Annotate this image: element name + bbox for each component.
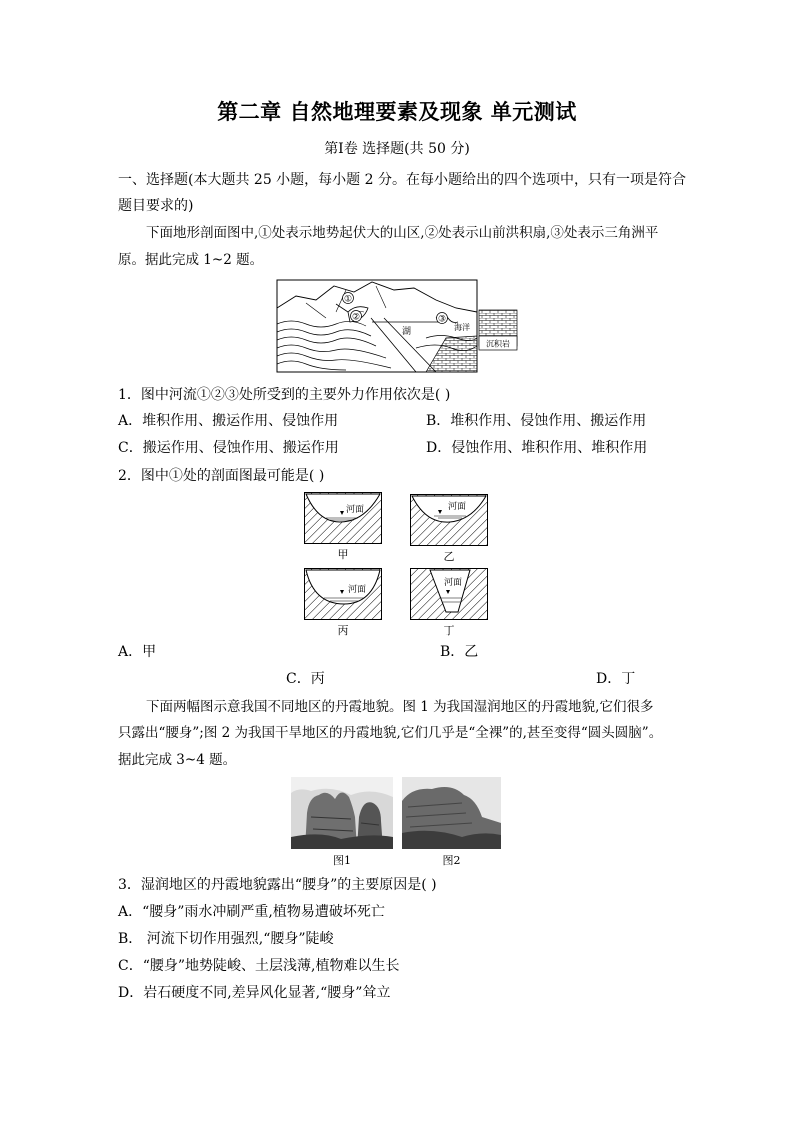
section-instruction-line2: 题目要求的) [118, 198, 194, 214]
caption-bing: 丙 [337, 624, 349, 637]
q1-option-a: A．堆积作用、搬运作用、侵蚀作用 [118, 413, 339, 429]
profile-jia [304, 492, 382, 544]
q2-stem: 2．图中①处的剖面图最可能是( ) [118, 468, 325, 484]
q1-option-b: B．堆积作用、侵蚀作用、搬运作用 [426, 413, 647, 429]
q2-option-a: A．甲 [118, 644, 157, 660]
marker-2: ② [351, 312, 361, 323]
q2-option-d: D．丁 [596, 671, 636, 687]
marker-1: ① [343, 294, 353, 305]
intro2-line2: 只露出“腰身”;图 2 为我国干旱地区的丹霞地貌,它们几乎是“全裸”的,甚至变得“圆头圆脑”。 [118, 725, 663, 741]
sea-label: 海洋 [454, 323, 470, 332]
caption-yi: 乙 [443, 550, 455, 563]
danxia-photo-1 [291, 777, 393, 849]
intro2-line3: 据此完成 3~4 题。 [118, 752, 237, 768]
q1-option-c: C．搬运作用、侵蚀作用、搬运作用 [118, 440, 339, 456]
lake-label: 湖 [402, 327, 412, 337]
caption-ding: 丁 [443, 624, 455, 637]
q3-option-b: B． 河流下切作用强烈,“腰身”陡峻 [118, 931, 334, 947]
profile-bing [304, 568, 382, 620]
water-label-bing: 河面 [348, 585, 367, 595]
q1-stem: 1．图中河流①②③处所受到的主要外力作用依次是( ) [118, 387, 451, 403]
q3-option-a: A．“腰身”雨水冲刷严重,植物易遭破坏死亡 [118, 904, 385, 920]
terrain-profile-figure [276, 278, 520, 376]
q3-option-c: C．“腰身”地势陡峻、土层浅薄,植物难以生长 [118, 958, 400, 974]
section-subtitle: 第Ⅰ卷 选择题(共 50 分) [324, 141, 470, 157]
q2-option-c: C．丙 [286, 671, 325, 687]
photo-caption-1: 图1 [333, 854, 351, 867]
q3-stem: 3．湿润地区的丹霞地貌露出“腰身”的主要原因是( ) [118, 877, 437, 893]
q2-option-b: B．乙 [440, 644, 479, 660]
sediment-label: 沉积岩 [486, 339, 510, 349]
q1-option-d: D．侵蚀作用、堆积作用、堆积作用 [426, 440, 648, 456]
intro1-line1: 下面地形剖面图中,①处表示地势起伏大的山区,②处表示山前洪积扇,③处表示三角洲平 [146, 225, 659, 241]
water-label-yi: 河面 [448, 502, 467, 512]
profile-yi [410, 494, 488, 546]
q3-option-d: D．岩石硬度不同,差异风化显著,“腰身”耸立 [118, 985, 391, 1001]
intro1-line2: 原。据此完成 1~2 题。 [118, 252, 264, 268]
page-title: 第二章 自然地理要素及现象 单元测试 [217, 100, 577, 124]
danxia-photo-2 [402, 777, 501, 849]
intro2-line1: 下面两幅图示意我国不同地区的丹霞地貌。图 1 为我国湿润地区的丹霞地貌,它们很多 [146, 699, 654, 715]
profile-ding [410, 568, 488, 620]
photo-caption-2: 图2 [442, 854, 461, 867]
water-label-jia: 河面 [346, 505, 365, 515]
water-label-ding: 河面 [444, 578, 463, 588]
section-instruction-line1: 一、选择题(本大题共 25 小题，每小题 2 分。在每小题给出的四个选项中，只有一项是符合 [118, 172, 686, 188]
marker-3: ③ [437, 314, 447, 325]
caption-jia: 甲 [337, 548, 349, 561]
